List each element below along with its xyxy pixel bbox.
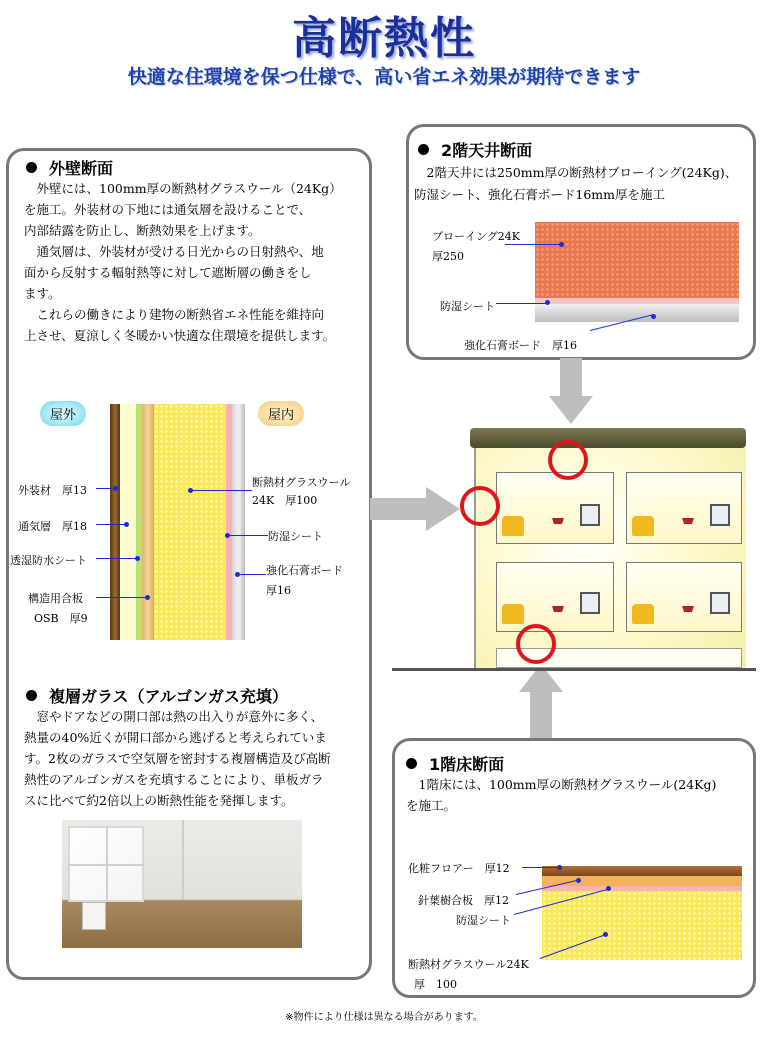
window-frame	[68, 864, 144, 866]
chair-icon	[632, 604, 654, 624]
glass-description	[24, 706, 370, 811]
ceiling-description	[414, 162, 754, 206]
chair-icon	[502, 516, 524, 536]
wall-line: 面から反射する輻射熱等に対して遮断層の働きをし	[24, 265, 312, 280]
leader-line	[505, 244, 561, 245]
label-vapor: 防湿シート	[268, 530, 323, 543]
ceiling-line: 2階天井には250mm厚の断熱材ブローイング(24Kg)、	[414, 165, 738, 180]
leader-line	[96, 524, 126, 525]
wall-line: 外壁には、100mm厚の断熱材グラスウール（24Kg）	[24, 181, 342, 196]
stool-icon	[682, 606, 694, 624]
leader-dot	[651, 314, 656, 319]
label-floor-glasswool-1: 断熱材グラスウール24K	[408, 958, 529, 971]
glass-line: 窓やドアなどの開口部は熱の出入りが意外に多く、	[24, 709, 324, 724]
glass-line: スに比べて約2倍以上の断熱性能を発揮します。	[24, 793, 294, 808]
leader-dot	[559, 242, 564, 247]
floor-description	[406, 774, 752, 816]
tv-icon	[710, 592, 730, 614]
ground-line	[392, 668, 756, 671]
floor-line: を施工。	[406, 798, 457, 813]
leader-line	[96, 558, 138, 559]
wall-line: 通気層は、外装材が受ける日光からの日射熱や、地	[24, 244, 324, 259]
leader-dot	[606, 886, 611, 891]
arrow-right-shaft	[370, 498, 428, 520]
wall-line: ます。	[24, 286, 61, 301]
glass-title-text: 複層ガラス（アルゴンガス充填）	[49, 687, 288, 706]
label-glasswool-1: 断熱材グラスウール	[252, 476, 351, 489]
leader-dot	[576, 878, 581, 883]
label-membrane: 透湿防水シート	[10, 554, 87, 567]
label-blowing-1: ブローイング24K	[432, 230, 520, 243]
label-board-1: 強化石膏ボード	[266, 564, 343, 577]
bullet-icon	[26, 690, 37, 701]
flooring-layer	[542, 866, 742, 876]
label-vent: 通気層 厚18	[18, 520, 87, 533]
page-title: 高断熱性	[292, 13, 476, 64]
leader-line	[190, 490, 252, 491]
room-photo	[62, 820, 302, 948]
stool-icon	[552, 518, 564, 536]
bullet-icon	[418, 144, 429, 155]
stool-icon	[552, 606, 564, 624]
wall-title	[26, 156, 113, 179]
leader-dot	[113, 486, 118, 491]
leader-dot	[188, 488, 193, 493]
floor-title	[406, 752, 504, 775]
leader-dot	[145, 595, 150, 600]
board-layer	[232, 404, 245, 640]
ceiling-line: 防湿シート、強化石膏ボード16mm厚を施工	[414, 187, 665, 202]
floor-marker-circle	[516, 624, 556, 664]
ceiling-title-text: 2階天井断面	[441, 141, 533, 160]
label-osb-1: 構造用合板	[28, 592, 83, 605]
outside-bubble: 屋外	[40, 401, 86, 426]
leader-dot	[235, 572, 240, 577]
glass-line: す。2枚のガラスで空気層を密封する複層構造及び高断	[24, 751, 331, 766]
leader-dot	[124, 522, 129, 527]
label-board-2: 厚16	[266, 584, 291, 597]
roof-beam	[470, 428, 746, 448]
leader-line	[496, 303, 548, 304]
ceiling-marker-circle	[548, 440, 588, 480]
page-subtitle: 快適な住環境を保つ仕様で、高い省エネ効果が期待できます	[127, 66, 641, 88]
label-glasswool-2: 24K 厚100	[252, 494, 318, 507]
wall-section-diagram	[110, 404, 245, 640]
tv-icon	[710, 504, 730, 526]
leader-dot	[545, 300, 550, 305]
floor-line: 1階床には、100mm厚の断熱材グラスウール(24Kg)	[406, 777, 717, 792]
ceiling-title	[418, 138, 532, 161]
blowing-layer	[535, 222, 739, 298]
wall-line: 上させ、夏涼しく冬暖かい快適な住環境を提供します。	[24, 328, 336, 343]
leader-line	[522, 867, 560, 868]
label-ceiling-vapor: 防湿シート	[440, 300, 495, 313]
tv-icon	[580, 504, 600, 526]
wall-marker-circle	[460, 486, 500, 526]
leader-dot	[557, 865, 562, 870]
stool-icon	[682, 518, 694, 536]
inside-bubble: 屋内	[258, 401, 304, 426]
leader-line	[228, 535, 268, 536]
label-flooring: 化粧フロアー 厚12	[408, 862, 510, 875]
ceiling-section-diagram	[535, 222, 739, 322]
wall-title-text: 外壁断面	[49, 159, 114, 178]
glass-title	[26, 684, 288, 707]
wall-description	[24, 178, 370, 346]
label-ceiling-board: 強化石膏ボード 厚16	[464, 339, 577, 352]
house-cross-section	[470, 428, 746, 668]
glass-line: 熱性のアルゴンガスを充填することにより、単板ガラ	[24, 772, 324, 787]
floor-title-text: 1階床断面	[429, 755, 505, 774]
label-floor-glasswool-2: 厚 100	[414, 978, 457, 991]
bullet-icon	[406, 758, 417, 769]
osb-layer	[142, 404, 154, 640]
glasswool-layer	[154, 404, 226, 640]
arrow-down-head	[549, 396, 593, 424]
wall-corner	[182, 820, 184, 900]
wall-line: 内部結露を防止し、断熱効果を上げます。	[24, 223, 261, 238]
leader-dot	[603, 932, 608, 937]
footnote: ※物件により仕様は異なる場合があります。	[285, 1012, 483, 1023]
bullet-icon	[26, 162, 37, 173]
leader-dot	[225, 533, 230, 538]
arrow-down-shaft	[560, 358, 582, 398]
leader-dot	[135, 556, 140, 561]
label-osb-2: OSB 厚9	[34, 612, 88, 625]
chair-icon	[502, 604, 524, 624]
label-plywood: 針葉樹合板 厚12	[418, 894, 509, 907]
arrow-right-head	[426, 487, 460, 531]
wall-line: を施工。外装材の下地には通気層を設けることで、	[24, 202, 312, 217]
label-siding: 外装材 厚13	[18, 484, 87, 497]
leader-line	[238, 574, 266, 575]
label-blowing-2: 厚250	[432, 250, 464, 263]
chair-icon	[632, 516, 654, 536]
heater	[82, 902, 106, 930]
glasswool-layer	[542, 891, 742, 960]
siding-layer	[110, 404, 120, 640]
tv-icon	[580, 592, 600, 614]
leader-line	[96, 597, 148, 598]
label-floor-vapor: 防湿シート	[456, 914, 511, 927]
wall-line: これらの働きにより建物の断熱省エネ性能を維持向	[24, 307, 325, 322]
arrow-up-shaft	[530, 690, 552, 740]
glass-line: 熱量の40%近くが開口部から逃げると考えられていま	[24, 730, 327, 745]
